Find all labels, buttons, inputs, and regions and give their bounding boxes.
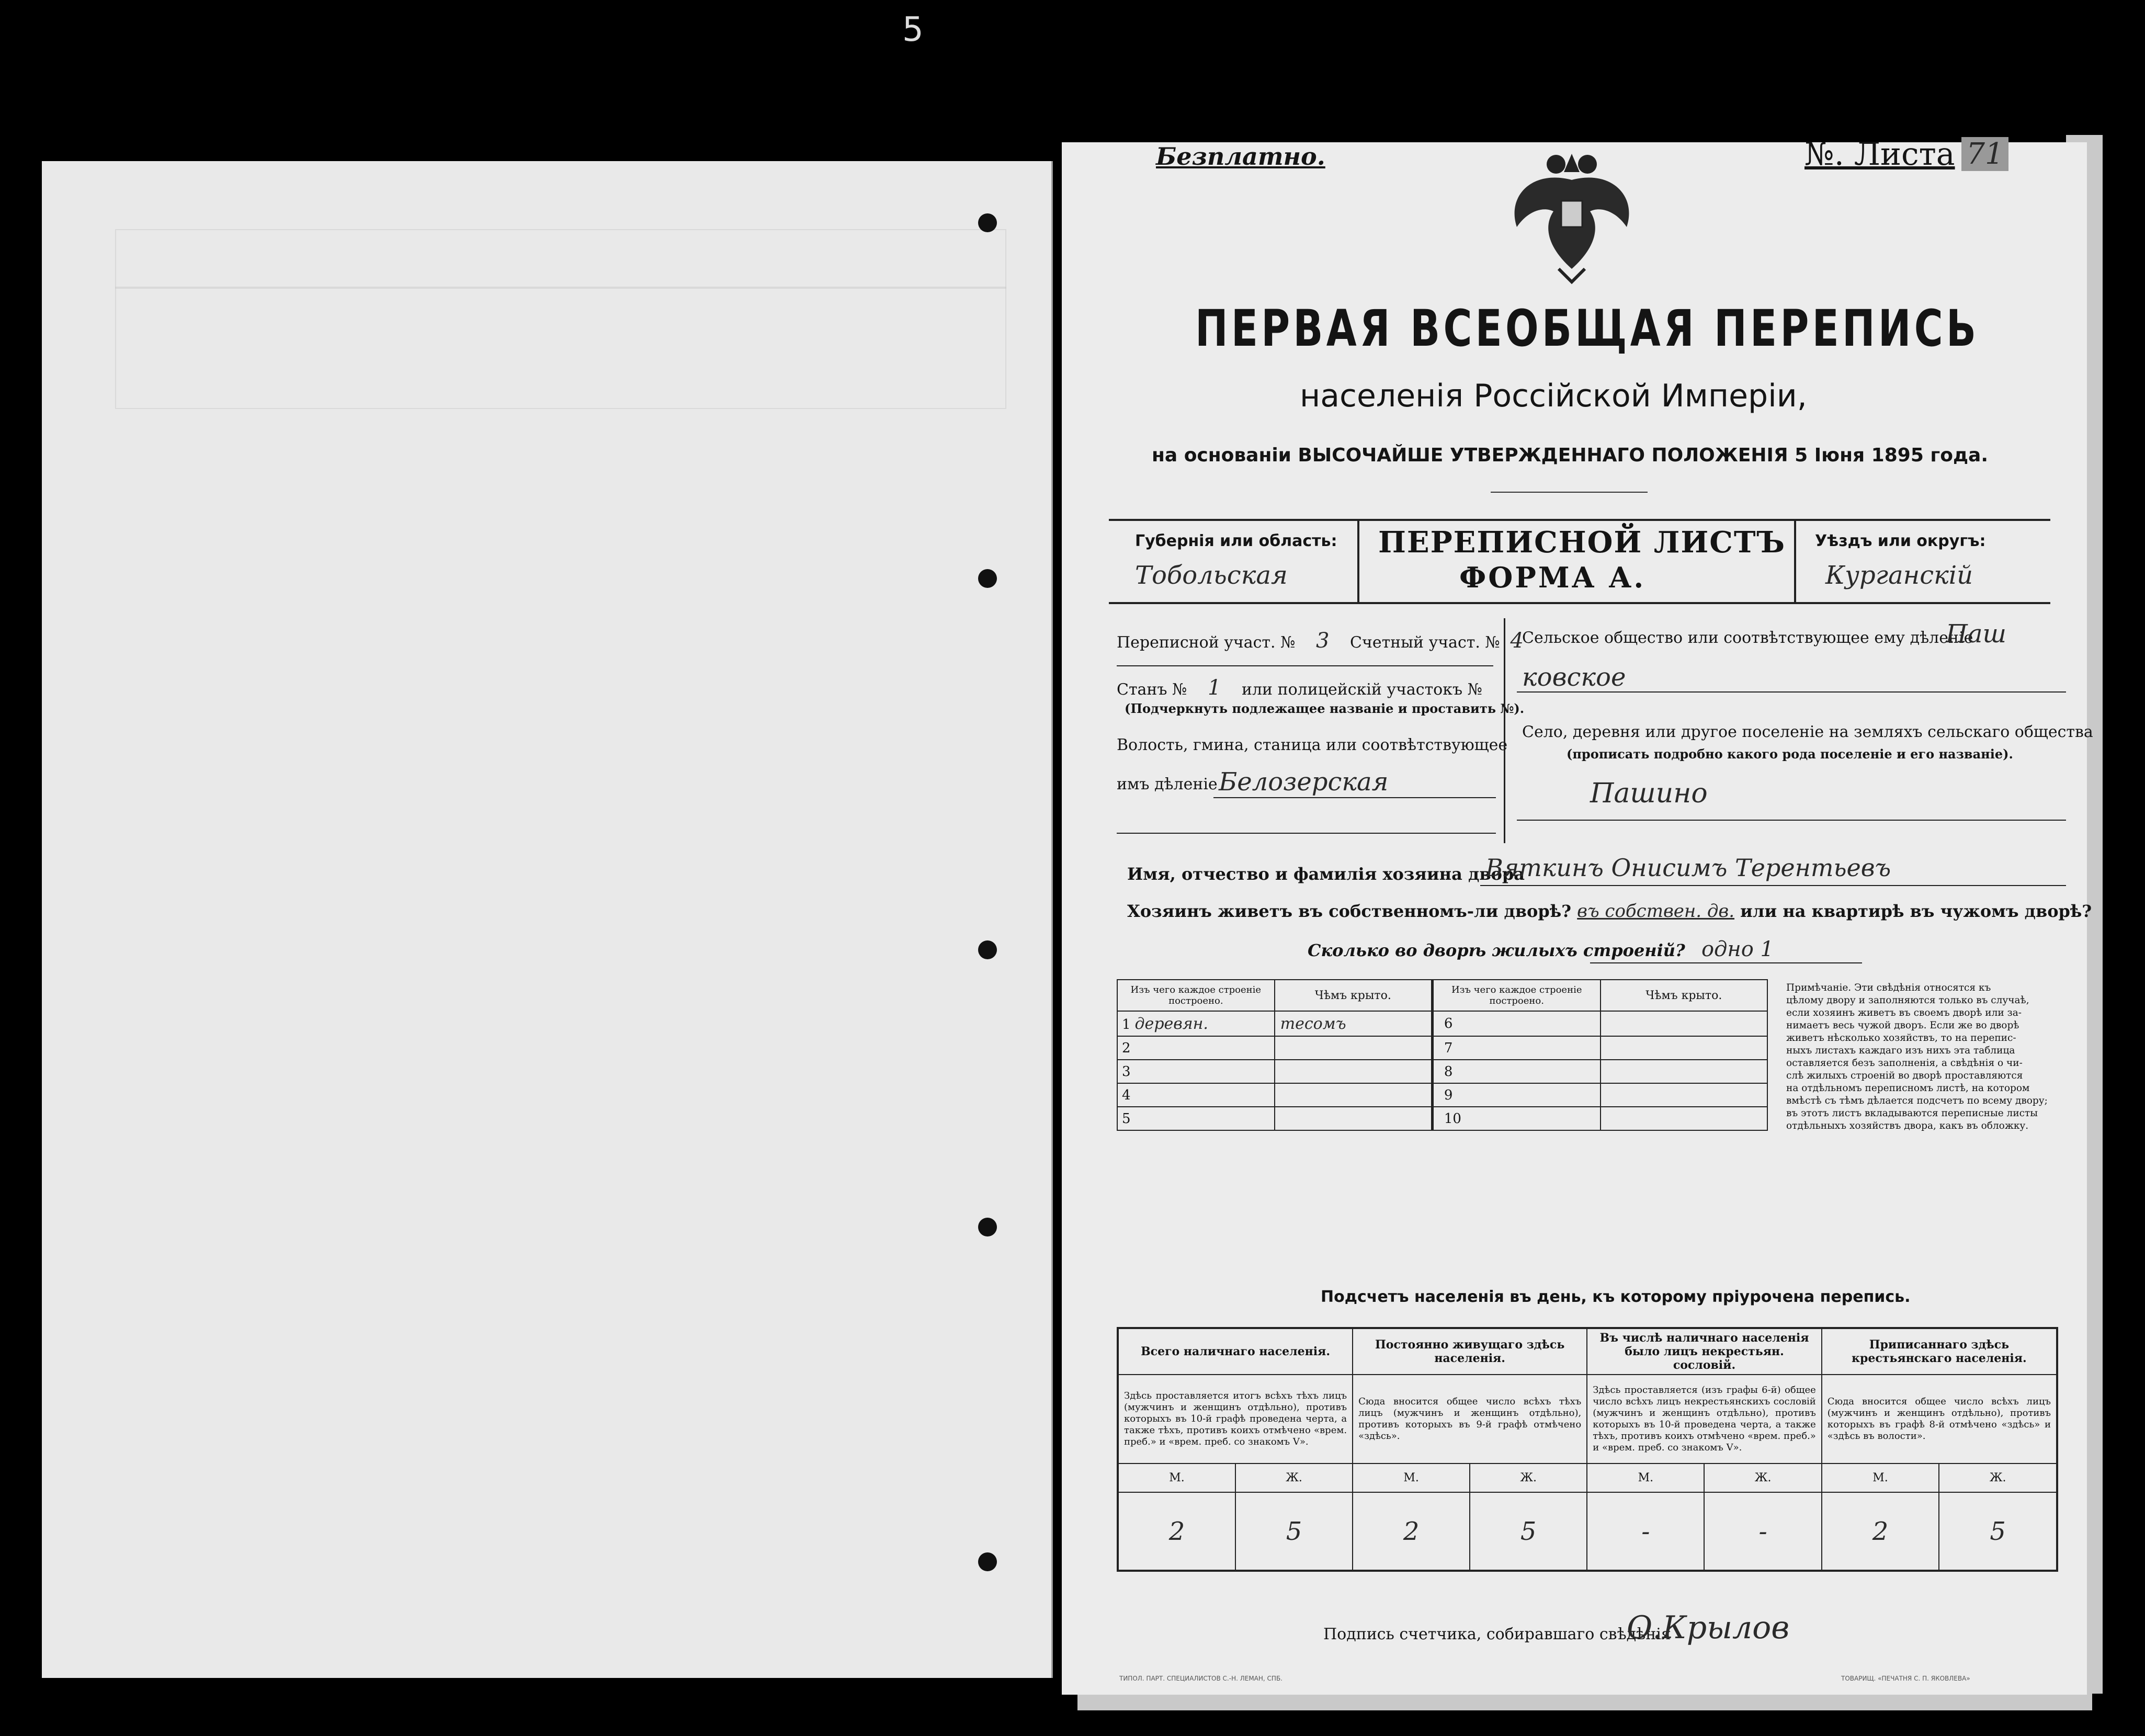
owner-name-value: Вяткинъ Онисимъ Терентьевъ [1485, 854, 1891, 882]
census-area-value: 3 [1316, 629, 1330, 653]
table-header: Чѣмъ крыто. [1601, 980, 1767, 1011]
table-cell [1432, 1036, 1600, 1060]
note-line: на отдѣльномъ переписномъ листѣ, на котором [1786, 1083, 2030, 1094]
buildings-label: Сколько во дворѣ жилыхъ строеній? [1308, 940, 1685, 960]
binding-hole [978, 1218, 997, 1236]
sheet-no-value: 71 [1961, 137, 2008, 171]
census-title: ПЕРВАЯ ВСЕОБЩАЯ ПЕРЕПИСЬ [1195, 299, 1980, 358]
printer-imprint-right: ТОВАРИЩ. «ПЕЧАТНЯ С. П. ЯКОВЛЕВА» [1841, 1675, 1970, 1682]
table-cell [1117, 1107, 1275, 1130]
male-header: М. [1118, 1463, 1235, 1492]
table-cell [1117, 1036, 1275, 1060]
stan-label: Станъ № [1117, 680, 1187, 699]
table-row [1117, 1083, 1767, 1107]
note-line: живетъ нѣсколько хозяйствъ, то на перепис- [1786, 1032, 2016, 1043]
guberniya-label: Губернія или область: [1135, 532, 1337, 550]
population-col-desc: Здѣсь проставляется (изъ графы 6-й) общее число всѣхъ лицъ некрестьянскихъ сословій (мужчинъ и женщинъ отдѣльно), противъ которыхъ въ 10-й проведена черта, а также тѣхъ, противъ коихъ отмѣчено «врем. преб.» и «врем. преб. со знакомъ V». [1587, 1375, 1822, 1463]
buildings-row [1308, 937, 1774, 961]
population-table [1117, 1327, 2058, 1572]
volost-label2: имъ дѣленіе [1117, 775, 1218, 793]
underline-note: (Подчеркнуть подлежащее названіе и проставить №). [1125, 701, 1525, 716]
table-cell [1601, 1107, 1767, 1130]
rule [1480, 885, 2066, 886]
binding-hole [978, 1552, 997, 1571]
census-area-label [1117, 629, 1529, 653]
row-number: 10 [1444, 1110, 1461, 1127]
note-line: вмѣстѣ съ тѣмъ дѣлается подсчетъ по всему двору; [1786, 1095, 2048, 1106]
count-area-label: Счетный участ. № [1350, 633, 1500, 652]
table-header-row [1117, 980, 1767, 1011]
population-col-desc: Сюда вносится общее число всѣхъ лицъ (мужчинъ и женщинъ отдѣльно), противъ которыхъ въ графѣ 8-й отмѣчено «здѣсь» и «здѣсь въ волости». [1822, 1375, 2057, 1463]
form-name: ФОРМА А. [1459, 561, 1646, 594]
police-label: или полицейскій участокъ № [1242, 680, 1483, 699]
village-note: (прописать подробно какого рода поселеніе и его названіе). [1567, 746, 2013, 762]
table-cell [1275, 1060, 1433, 1083]
table-header: Чѣмъ крыто. [1275, 980, 1433, 1011]
row-number: 9 [1444, 1087, 1453, 1103]
rule [1517, 691, 2066, 693]
village-value: Пашино [1590, 778, 1708, 809]
row-number: 8 [1444, 1063, 1453, 1080]
table-cell [1275, 1107, 1433, 1130]
male-count: - [1587, 1492, 1704, 1571]
table-header: Изъ чего каждое строеніе построено. [1117, 980, 1275, 1011]
volost-value: Белозерская [1219, 767, 1389, 797]
table-cell [1117, 1083, 1275, 1107]
population-col-desc: Здѣсь проставляется итогъ всѣхъ тѣхъ лицъ (мужчинъ и женщинъ отдѣльно), противъ которыхъ въ 10-й графѣ проведена черта, а также тѣхъ, противъ коихъ отмѣчено «врем. преб.» и «врем. преб. со знакомъ V». [1118, 1375, 1353, 1463]
table-cell [1117, 1060, 1275, 1083]
free-label: Безплатно. [1156, 142, 1325, 171]
signature-value: О.Крылов [1627, 1609, 1790, 1646]
rule [1590, 962, 1862, 963]
table-cell [1275, 1083, 1433, 1107]
note-line: цѣлому двору и заполняются только въ случаѣ, [1786, 995, 2029, 1006]
note-line: нимаетъ весь чужой дворъ. Если же во дворѣ [1786, 1020, 2019, 1031]
row-number: 1 [1122, 1016, 1131, 1032]
bleed-through-table [115, 229, 1006, 409]
male-count: 2 [1118, 1492, 1235, 1571]
table-row [1117, 1011, 1767, 1036]
row-number: 2 [1122, 1040, 1131, 1056]
table-cell [1432, 1011, 1600, 1036]
female-count: - [1704, 1492, 1821, 1571]
guberniya-value: Тобольская [1135, 561, 1288, 590]
buildings-table [1117, 979, 1768, 1131]
bleed-through-line [115, 287, 1006, 289]
table-cell [1432, 1083, 1600, 1107]
stan-row [1117, 676, 1482, 700]
binding-hole [978, 213, 997, 232]
female-header: Ж. [1470, 1463, 1587, 1492]
society-value1: Паш [1946, 619, 2006, 649]
male-header: М. [1353, 1463, 1470, 1492]
female-count: 5 [1235, 1492, 1353, 1571]
sheet-title: ПЕРЕПИСНОЙ ЛИСТЪ [1378, 525, 1786, 560]
count-area-value: 4 [1510, 629, 1524, 653]
table-header: Изъ чего каждое строеніе построено. [1432, 980, 1600, 1011]
note-line: отдѣльныхъ хозяйствъ двора, какъ въ обложку. [1786, 1120, 2029, 1131]
imperial-eagle-icon [1501, 149, 1642, 285]
population-col-desc: Сюда вносится общее число всѣхъ тѣхъ лицъ (мужчинъ и женщинъ отдѣльно), противъ которыхъ въ 9-й графѣ отмѣчено «здѣсь». [1353, 1375, 1587, 1463]
corner-mark: 5 [902, 10, 924, 49]
printer-imprint-left: ТИПОЛ. ПАРТ. СПЕЦИАЛИСТОВ С.-Н. ЛЕМАН, СПБ. [1119, 1675, 1283, 1682]
population-desc-row [1118, 1375, 2057, 1463]
binding-hole [978, 569, 997, 588]
census-subtitle: населенія Россійской Имперіи, [1300, 378, 1807, 414]
female-header: Ж. [1704, 1463, 1821, 1492]
row-number: 5 [1122, 1110, 1131, 1127]
population-col-title: Приписаннаго здѣсь крестьянскаго населенія. [1822, 1328, 2057, 1375]
note-line: ныхъ листахъ каждаго изъ нихъ эта таблица [1786, 1045, 2015, 1056]
society-value2: ковское [1522, 663, 1626, 692]
male-header: М. [1587, 1463, 1704, 1492]
row-number: 4 [1122, 1087, 1131, 1103]
note-line: Примѣчаніе. Эти свѣдѣнія относятся къ [1786, 982, 1991, 993]
rule [1517, 820, 2066, 821]
owner-lives-value: въ собствен. дв. [1577, 901, 1735, 922]
table-cell [1601, 1036, 1767, 1060]
rule [1213, 797, 1496, 798]
stan-value: 1 [1208, 676, 1221, 700]
note-line: въ этотъ листъ вкладываются переписные листы [1786, 1108, 2038, 1119]
population-col-title: Въ числѣ наличнаго населенія было лицъ некрестьян. сословій. [1587, 1328, 1822, 1375]
rule [1117, 833, 1496, 834]
row-number: 3 [1122, 1063, 1131, 1080]
row-number: 6 [1444, 1016, 1453, 1031]
sheet-no-label: №. Листа [1804, 136, 1955, 173]
population-sex-row [1118, 1463, 2057, 1492]
buildings-value: одно 1 [1701, 937, 1774, 961]
population-col-title: Постоянно живущаго здѣсь населенія. [1353, 1328, 1587, 1375]
rule [1117, 665, 1493, 666]
owner-lives-label-a: Хозяинъ живетъ въ собственномъ-ли дворѣ? [1127, 901, 1572, 921]
note-line: оставляется безъ заполненія, а свѣдѣнія о чи- [1786, 1058, 2023, 1069]
table-cell [1117, 1011, 1275, 1036]
census-area-label-text: Переписной участ. № [1117, 633, 1296, 652]
society-label: Сельское общество или соотвѣтствующее ему дѣленіе [1522, 629, 1973, 647]
table-cell [1275, 1011, 1433, 1036]
roof-value: тесомъ [1280, 1014, 1346, 1033]
material-value: деревян. [1134, 1014, 1208, 1033]
village-label: Село, деревня или другое поселеніе на земляхъ сельскаго общества [1522, 723, 2093, 741]
population-col-title: Всего наличнаго населенія. [1118, 1328, 1353, 1375]
female-count: 5 [1470, 1492, 1587, 1571]
male-header: М. [1822, 1463, 1939, 1492]
table-cell [1275, 1036, 1433, 1060]
owner-lives-row [1127, 901, 2092, 922]
population-heading: Подсчетъ населенія въ день, къ которому пріурочена перепись. [1321, 1288, 1911, 1306]
note-block [1786, 982, 2079, 1132]
table-cell [1432, 1107, 1600, 1130]
owner-lives-label-b: или на квартирѣ въ чужомъ дворѣ? [1740, 901, 2092, 921]
table-cell [1601, 1083, 1767, 1107]
table-row [1117, 1107, 1767, 1130]
female-header: Ж. [1235, 1463, 1353, 1492]
table-row [1117, 1060, 1767, 1083]
uezd-label: Уѣздъ или округъ: [1815, 532, 1986, 550]
row-number: 7 [1444, 1040, 1453, 1056]
population-title-row [1118, 1328, 2057, 1375]
volost-label: Волость, гмина, станица или соотвѣтствующее [1117, 736, 1508, 754]
table-cell [1601, 1060, 1767, 1083]
table-cell [1601, 1011, 1767, 1036]
male-count: 2 [1353, 1492, 1470, 1571]
uezd-value: Курганскій [1825, 561, 1973, 590]
note-line: если хозяинъ живетъ въ своемъ дворѣ или за- [1786, 1007, 2022, 1018]
form-header-divider [1357, 519, 1359, 602]
note-line: слѣ жилыхъ строеній во дворѣ проставляются [1786, 1070, 2023, 1081]
female-header: Ж. [1939, 1463, 2057, 1492]
male-count: 2 [1822, 1492, 1939, 1571]
binding-hole [978, 940, 997, 959]
table-cell [1432, 1060, 1600, 1083]
form-header-divider [1794, 519, 1796, 602]
owner-name-label: Имя, отчество и фамилія хозяина двора [1127, 864, 1525, 884]
population-value-row [1118, 1492, 2057, 1571]
ornament-divider [1491, 492, 1648, 493]
left-page [42, 161, 1053, 1678]
female-count: 5 [1939, 1492, 2057, 1571]
census-basis: на основаніи ВЫСОЧАЙШЕ УТВЕРЖДЕННАГО ПОЛОЖЕНІЯ 5 Іюня 1895 года. [1152, 445, 1988, 466]
section-divider [1504, 618, 1505, 843]
census-sheet [1062, 136, 2093, 1695]
signature-label: Подпись счетчика, собиравшаго свѣдѣнія [1323, 1625, 1671, 1643]
table-row [1117, 1036, 1767, 1060]
